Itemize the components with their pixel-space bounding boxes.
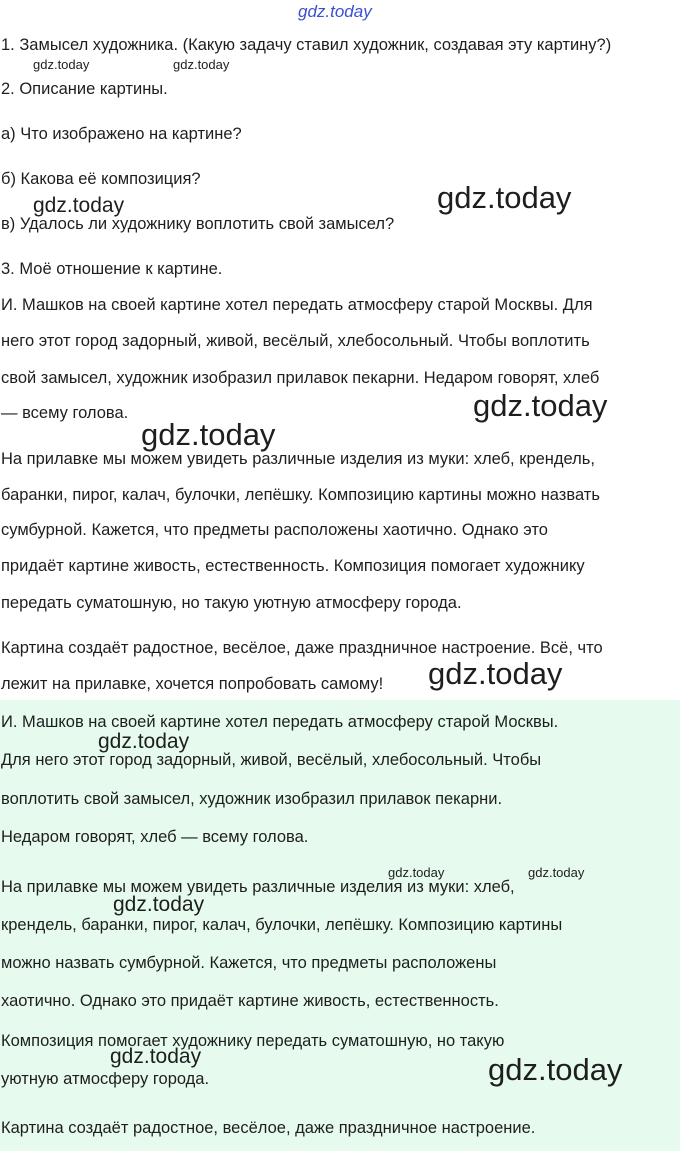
- essay-p3-line-2: лежит на прилавке, хочется попробовать самому!: [1, 675, 384, 693]
- essay-p2-line-5: передать суматошную, но такую уютную атмосферу города.: [1, 594, 462, 612]
- watermark: gdz.today: [110, 1045, 202, 1068]
- essay-p2-line-3: сумбурной. Кажется, что предметы расположены хаотично. Однако это: [1, 521, 548, 539]
- task-line-1: 1. Замысел художника. (Какую задачу ставил художник, создавая эту картину?): [1, 36, 612, 54]
- watermark: gdz.today: [388, 865, 445, 880]
- watermark: gdz.today: [528, 865, 585, 880]
- answer-p2-line-2: крендель, баранки, пирог, калач, булочки, лепёшку. Композицию картины: [1, 916, 563, 934]
- answer-p1-line-3: воплотить свой замысел, художник изобразил прилавок пекарни.: [1, 790, 503, 808]
- task-line-4: б) Какова её композиция?: [1, 170, 201, 188]
- watermark: gdz.today: [437, 180, 572, 215]
- site-mark-header[interactable]: gdz.today: [298, 2, 372, 21]
- essay-p1-line-4: — всему голова.: [1, 404, 129, 422]
- task-line-3: а) Что изображено на картине?: [1, 125, 242, 143]
- task-line-2: 2. Описание картины.: [1, 80, 168, 98]
- watermark: gdz.today: [98, 730, 190, 753]
- answer-p2-line-3: можно назвать сумбурной. Кажется, что предметы расположены: [1, 954, 497, 972]
- answer-p1-line-1: И. Машков на своей картине хотел передать атмосферу старой Москвы.: [1, 713, 559, 731]
- answer-p2-line-6: уютную атмосферу города.: [1, 1070, 210, 1088]
- watermark: gdz.today: [173, 57, 230, 72]
- answer-p2-line-5: Композиция помогает художнику передать суматошную, но такую: [1, 1032, 505, 1050]
- watermark: gdz.today: [33, 57, 90, 72]
- essay-p1-line-3: свой замысел, художник изобразил прилавок пекарни. Недаром говорят, хлеб: [1, 369, 600, 387]
- answer-p1-line-4: Недаром говорят, хлеб — всему голова.: [1, 828, 309, 846]
- watermark: gdz.today: [473, 388, 608, 423]
- answer-p3-line-1: Картина создаёт радостное, весёлое, даже праздничное настроение.: [1, 1119, 536, 1137]
- watermark: gdz.today: [428, 656, 563, 691]
- essay-p2-line-4: придаёт картине живость, естественность. Композиция помогает художнику: [1, 557, 585, 575]
- essay-p2-line-2: баранки, пирог, калач, булочки, лепёшку. Композицию картины можно назвать: [1, 486, 600, 504]
- answer-p1-line-2: Для него этот город задорный, живой, весёлый, хлебосольный. Чтобы: [1, 751, 542, 769]
- watermark: gdz.today: [113, 893, 205, 916]
- essay-p1-line-1: И. Машков на своей картине хотел передать атмосферу старой Москвы. Для: [1, 296, 593, 314]
- answer-p2-line-4: хаотично. Однако это придаёт картине живость, естественность.: [1, 992, 499, 1010]
- essay-p1-line-2: него этот город задорный, живой, весёлый, хлебосольный. Чтобы воплотить: [1, 332, 590, 350]
- task-line-5: в) Удалось ли художнику воплотить свой замысел?: [1, 215, 395, 233]
- answer-p2-line-1: На прилавке мы можем увидеть различные изделия из муки: хлеб,: [1, 878, 515, 896]
- watermark: gdz.today: [33, 194, 125, 217]
- watermark: gdz.today: [141, 417, 276, 452]
- essay-p2-line-1: На прилавке мы можем увидеть различные изделия из муки: хлеб, крендель,: [1, 450, 595, 468]
- task-line-6: 3. Моё отношение к картине.: [1, 260, 223, 278]
- watermark: gdz.today: [488, 1052, 623, 1087]
- essay-p3-line-1: Картина создаёт радостное, весёлое, даже праздничное настроение. Всё, что: [1, 639, 603, 657]
